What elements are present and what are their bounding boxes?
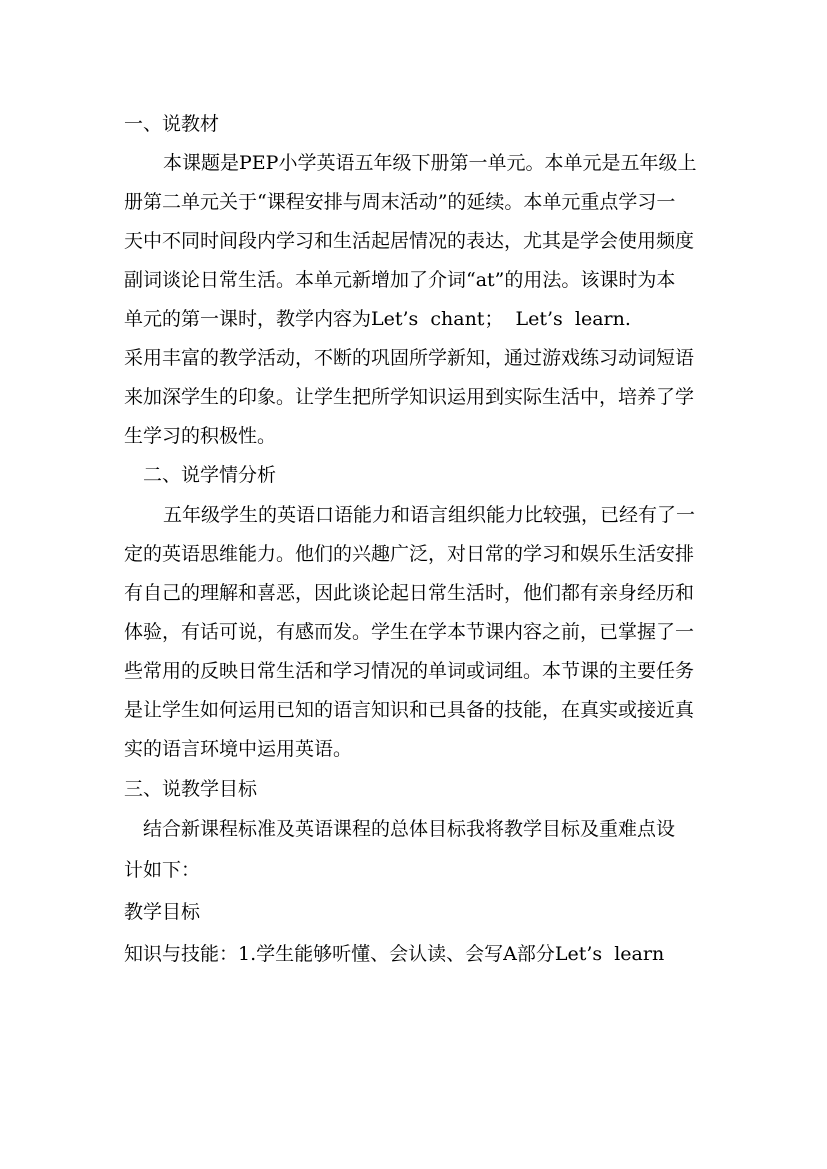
subheading-teaching-goals: 教学目标 bbox=[124, 901, 201, 923]
paragraph-line: 些常用的反映日常生活和学习情况的单词或词组。本节课的主要任务 bbox=[124, 660, 695, 682]
paragraph-line: 计如下： bbox=[124, 859, 201, 881]
objective-line: 知识与技能：1.学生能够听懂、会认读、会写A部分Let’s learn bbox=[124, 943, 665, 965]
section-heading-textbook: 一、说教材 bbox=[124, 113, 220, 135]
paragraph-line: 结合新课程标准及英语课程的总体目标我将教学目标及重难点设 bbox=[143, 818, 676, 840]
paragraph-line: 来加深学生的印象。让学生把所学知识运用到实际生活中，培养了学 bbox=[124, 386, 695, 408]
paragraph-line: 是让学生如何运用已知的语言知识和已具备的技能，在真实或接近真 bbox=[124, 699, 695, 721]
paragraph-line: 实的语言环境中运用英语。 bbox=[124, 738, 353, 760]
paragraph-line: 副词谈论日常生活。本单元新增加了介词“at”的用法。该课时为本 bbox=[124, 269, 676, 291]
paragraph-line: 定的英语思维能力。他们的兴趣广泛，对日常的学习和娱乐生活安排 bbox=[124, 543, 695, 565]
paragraph-line: 本课题是PEP小学英语五年级下册第一单元。本单元是五年级上 bbox=[163, 152, 697, 174]
paragraph-line: 采用丰富的教学活动，不断的巩固所学新知，通过游戏练习动词短语 bbox=[124, 347, 695, 369]
paragraph-line: 有自己的理解和喜恶，因此谈论起日常生活时，他们都有亲身经历和 bbox=[124, 582, 695, 604]
paragraph-line: 天中不同时间段内学习和生活起居情况的表达，尤其是学会使用频度 bbox=[124, 230, 695, 252]
paragraph-line: 单元的第一课时，教学内容为Let’s chant； Let’s learn. bbox=[124, 308, 631, 330]
paragraph-line: 生学习的积极性。 bbox=[124, 425, 277, 447]
paragraph-line: 五年级学生的英语口语能力和语言组织能力比较强，已经有了一 bbox=[163, 504, 696, 526]
paragraph-line: 体验，有话可说，有感而发。学生在学本节课内容之前，已掌握了一 bbox=[124, 621, 695, 643]
paragraph-line: 册第二单元关于“课程安排与周末活动”的延续。本单元重点学习一 bbox=[124, 191, 676, 213]
section-heading-student-analysis: 二、说学情分析 bbox=[143, 464, 277, 486]
section-heading-teaching-goals: 三、说教学目标 bbox=[124, 778, 258, 800]
